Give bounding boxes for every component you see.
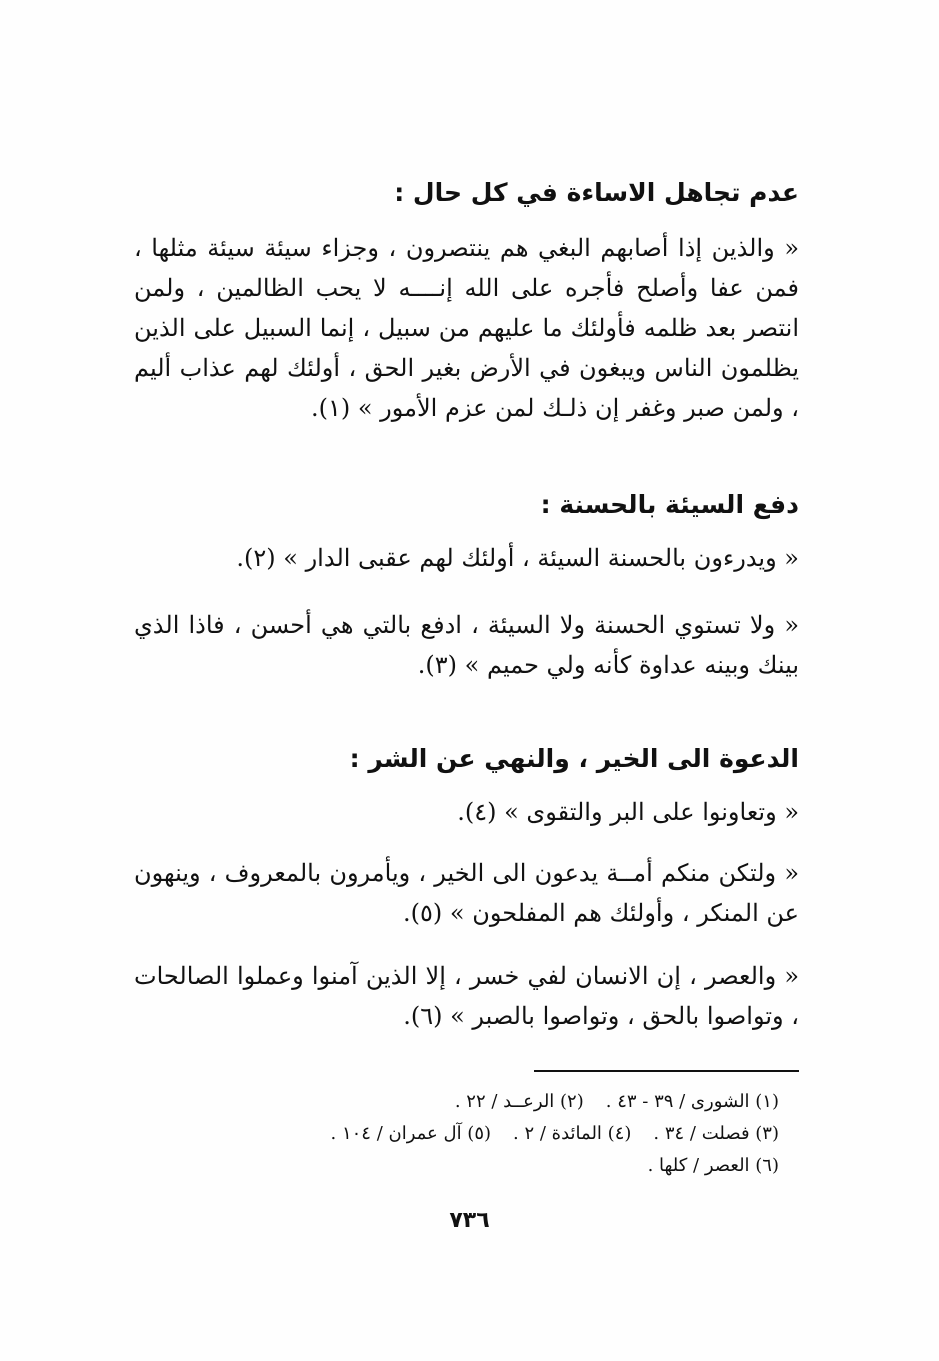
footnote: (٤) المائدة / ٢ . [513,1123,632,1144]
quote-paragraph: « ولا تستوي الحسنة ولا السيئة ، ادفع بالتي هي أحسن ، فاذا الذي بينك وبينه عداوة كأنه ولي حميم » (٣). [134,611,799,679]
section-heading: عدم تجاهل الاساءة في كل حال : [394,178,799,207]
page-number: ٧٣٦ [449,1208,490,1233]
footnote-line [179,1086,779,1118]
footnote: (٦) العصر / كلها . [647,1155,779,1176]
footnote-line [179,1118,779,1150]
footnote-line [179,1150,779,1182]
quote-paragraph: « ويدرءون بالحسنة السيئة ، أولئك لهم عقبى الدار » (٢). [236,544,799,572]
quote-paragraph: « ولتكن منكم أمــة يدعون الى الخير ، ويأمرون بالمعروف ، وينهون عن المنكر ، وأولئك هم المفلحون » (٥). [134,859,800,927]
quote-paragraph: « والذين إذا أصابهم البغي هم ينتصرون ، وجزاء سيئة سيئة مثلها ، فمن عفا وأصلح فأجره على الله إنــــه لا يحب الظالمين ، ولمن انتصر بعد ظلمه فأولئك ما عليهم من سبيل ، إنما السبيل على الذين يظلمون الناس ويبغون في الأرض بغير الحق ، أولئك لهم عذاب أليم ، ولمن صبر وغفر إن ذلـك لمن عزم الأمور » (١). [134,234,799,422]
footnote: (٣) فصلت / ٣٤ . [653,1123,779,1144]
footnotes [179,1086,779,1182]
quote-paragraph: « والعصر ، إن الانسان لفي خسر ، إلا الذين آمنوا وعملوا الصالحات ، وتواصوا بالحق ، وتواصوا بالصبر » (٦). [134,962,799,1030]
section-heading: دفع السيئة بالحسنة : [540,490,799,519]
footnote: (٥) آل عمران / ١٠٤ . [330,1123,492,1144]
footnote-divider [534,1070,799,1072]
footnote: (٢) الرعــد / ٢٢ . [454,1091,584,1112]
quote-paragraph: « وتعاونوا على البر والتقوى » (٤). [457,798,799,826]
footnote: (١) الشورى / ٣٩ - ٤٣ . [605,1091,779,1112]
section-heading: الدعوة الى الخير ، والنهي عن الشر : [349,744,799,773]
